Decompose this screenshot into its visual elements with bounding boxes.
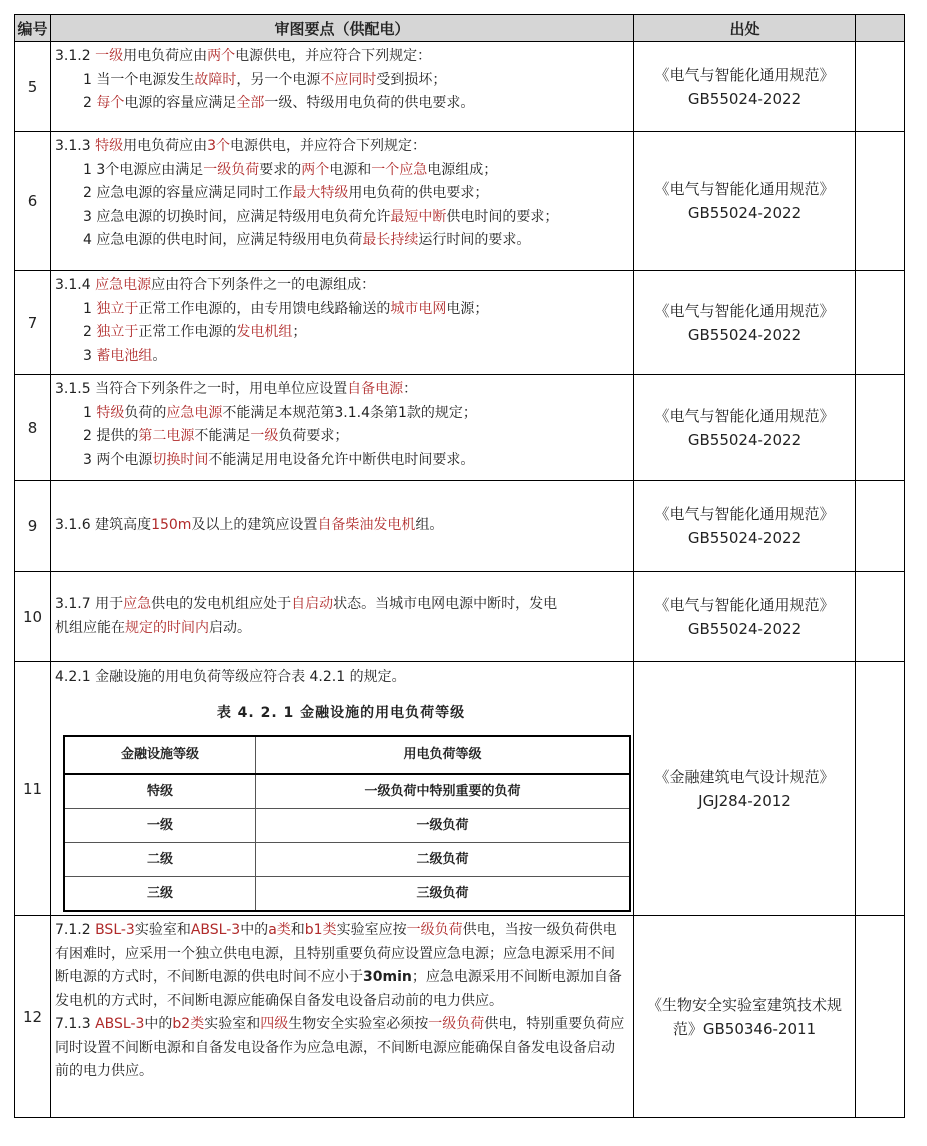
row-extra-cell	[856, 481, 905, 572]
highlighted-text: a类	[268, 922, 291, 938]
clause-item	[55, 229, 627, 253]
clause-text: ；	[292, 324, 307, 340]
row-content	[51, 916, 634, 1118]
highlighted-text: 一个应急	[371, 161, 428, 178]
clause-text: 中的	[240, 922, 269, 938]
row-number: 6	[15, 132, 51, 271]
clause-text: 一级、特级用电负荷的供电要求。	[264, 95, 475, 111]
row-extra-cell	[856, 271, 905, 375]
row-extra-cell	[856, 916, 905, 1118]
table-row	[15, 662, 905, 916]
row-content	[51, 375, 634, 481]
table-row	[15, 42, 905, 132]
highlighted-text: 每个	[96, 95, 125, 111]
clause-heading	[55, 514, 627, 538]
review-points-table	[14, 14, 905, 1118]
highlighted-text: 不应同时	[320, 71, 377, 88]
clause-item	[55, 182, 627, 206]
row-number: 12	[15, 916, 51, 1118]
inner-cell: 二级	[64, 843, 255, 877]
table-row	[15, 572, 905, 662]
clause-heading	[55, 593, 627, 617]
row-source	[634, 271, 856, 375]
header-extra	[856, 15, 905, 42]
source-title: 《电气与智能化通用规范》	[654, 595, 835, 614]
clause-heading	[55, 45, 627, 69]
clause-text: 生物安全实验室必须按	[288, 1016, 429, 1032]
highlighted-text: 3个	[207, 138, 230, 154]
clause-text: 供电的发电机组应处于	[151, 596, 292, 612]
inner-table-title: 表 4. 2. 1 金融设施的用电负荷等级	[216, 704, 466, 721]
inner-cell: 三级	[64, 877, 255, 912]
clause-text: 3.1.6 建筑高度	[55, 517, 152, 534]
clause-text: 电源供电，并应符合下列规定：	[230, 138, 426, 154]
source-code: GB55024-2022	[687, 529, 802, 547]
source-code: JGJ284-2012	[698, 791, 791, 810]
inner-cell: 二级负荷	[255, 843, 630, 877]
clause-text: 3	[83, 347, 97, 364]
clause-item	[55, 321, 627, 345]
clause-item	[55, 206, 627, 230]
row-number: 5	[15, 42, 51, 132]
clause-text: 7.1.3	[55, 1016, 96, 1032]
clause-text: 用电负荷的供电要求；	[348, 185, 489, 201]
source-code: GB55024-2022	[687, 325, 802, 344]
row-extra-cell	[856, 42, 905, 132]
row-source	[634, 662, 856, 916]
highlighted-text: 150m	[151, 517, 192, 534]
clause-text: 中的	[144, 1016, 173, 1032]
clause-text: 。	[152, 347, 167, 364]
clause-text: 供电时间的要求；	[446, 208, 559, 225]
row-number: 8	[15, 375, 51, 481]
highlighted-text: 最短中断	[390, 208, 447, 225]
clause-text: 不能满足	[194, 428, 251, 444]
header-points: 审图要点（供配电）	[51, 15, 634, 42]
clause-text: 3.1.3	[55, 138, 96, 154]
clause-heading	[55, 135, 627, 159]
clause-text: 2 应急电源的容量应满足同时工作	[83, 185, 293, 201]
inner-header-cell: 金融设施等级	[64, 736, 255, 774]
inner-cell: 一级负荷中特别重要的负荷	[255, 774, 630, 809]
highlighted-text: 全部	[236, 95, 265, 111]
clause-text: 负荷要求；	[278, 428, 349, 444]
row-number: 9	[15, 481, 51, 572]
clause-text: 1	[83, 404, 97, 421]
inner-cell: 一级负荷	[255, 809, 630, 843]
clause-text: 实验室和	[134, 922, 191, 938]
clause-text: 2	[83, 95, 97, 111]
clause-text: 30min	[363, 969, 412, 985]
clause-paragraph	[55, 1013, 627, 1084]
highlighted-text: 蓄电池组	[96, 347, 153, 364]
highlighted-text: b1类	[304, 922, 337, 938]
clause-item	[55, 425, 627, 449]
highlighted-text: 规定的时间内	[125, 619, 209, 636]
inner-table-row	[64, 809, 630, 843]
row-content	[51, 662, 634, 916]
highlighted-text: b2类	[172, 1016, 205, 1032]
clause-paragraph	[55, 919, 627, 1013]
row-content	[51, 572, 634, 662]
clause-text: 3.1.4	[55, 277, 96, 293]
highlighted-text: 应急电源	[166, 404, 223, 421]
row-extra-cell	[856, 572, 905, 662]
clause-intro: 4.2.1 金融设施的用电负荷等级应符合表 4.2.1 的规定。	[55, 669, 406, 685]
highlighted-text: 两个	[207, 48, 236, 64]
clause-item	[55, 92, 627, 116]
highlighted-text: 一级负荷	[406, 922, 463, 938]
clause-text: 组。	[415, 517, 444, 534]
clause-text: 2 提供的	[83, 428, 139, 444]
highlighted-text: ABSL-3	[95, 1016, 145, 1032]
row-number: 11	[15, 662, 51, 916]
clause-text: 用电负荷应由	[123, 138, 208, 154]
clause-text: 2	[83, 324, 97, 340]
table-header-row	[15, 15, 905, 42]
highlighted-text: 应急	[123, 596, 152, 612]
clause-text: 正常工作电源的，由专用馈电线路输送的	[138, 300, 391, 317]
highlighted-text: 一级	[95, 48, 124, 64]
highlighted-text: 最大特级	[292, 185, 349, 201]
clause-text: 不能满足用电设备允许中断供电时间要求。	[208, 451, 475, 468]
clause-text: 电源；	[446, 300, 489, 317]
table-row	[15, 916, 905, 1118]
clause-text: 3 应急电源的切换时间，应满足特级用电负荷允许	[83, 208, 391, 225]
highlighted-text: 独立于	[96, 324, 139, 340]
clause-text: 实验室和	[204, 1016, 261, 1032]
highlighted-text: 切换时间	[152, 451, 209, 468]
load-level-table	[63, 735, 631, 912]
row-source	[634, 42, 856, 132]
inner-cell: 一级	[64, 809, 255, 843]
source-title: 《生物安全实验室建筑技术规	[646, 995, 842, 1014]
clause-text: 负荷的	[124, 404, 167, 421]
clause-text: ，另一个电源	[236, 71, 321, 88]
highlighted-text: 特级	[95, 138, 124, 154]
highlighted-text: 第二电源	[138, 428, 195, 444]
inner-table-row	[64, 774, 630, 809]
highlighted-text: 独立于	[96, 300, 139, 317]
clause-text: 要求的	[259, 161, 302, 178]
row-source	[634, 572, 856, 662]
clause-text: 启动。	[209, 619, 251, 636]
row-number: 7	[15, 271, 51, 375]
source-title: 《金融建筑电气设计规范》	[654, 767, 835, 786]
row-extra-cell	[856, 662, 905, 916]
source-title: 《电气与智能化通用规范》	[654, 180, 835, 198]
clause-text: 1	[83, 300, 97, 317]
clause-text: 电源的容量应满足	[124, 95, 237, 111]
clause-text: 不能满足本规范第3.1.4条第1款的规定；	[222, 404, 477, 421]
inner-table-row	[64, 877, 630, 912]
inner-cell: 特级	[64, 774, 255, 809]
highlighted-text: 故障时	[194, 71, 237, 88]
highlighted-text: 特级	[96, 404, 125, 421]
row-extra-cell	[856, 375, 905, 481]
source-title: 《电气与智能化通用规范》	[654, 505, 835, 523]
clause-text: 供电，特别重要负荷应同时设置不间断电源和自备发电设备作为应急电源，不间断电源应能确保自备发电设备启动前的电力供应。	[55, 1016, 625, 1079]
source-code: GB55024-2022	[687, 204, 802, 222]
highlighted-text: 自启动	[291, 596, 334, 612]
table-row	[15, 375, 905, 481]
clause-item	[55, 402, 627, 426]
inner-table-header	[64, 736, 630, 774]
clause-text: 1 当一个电源发生	[83, 71, 195, 88]
clause-text: 及以上的建筑应设置	[191, 517, 318, 534]
clause-text: 用电负荷应由	[123, 48, 208, 64]
table-row	[15, 481, 905, 572]
highlighted-text: 两个	[301, 161, 330, 178]
row-source	[634, 916, 856, 1118]
highlighted-text: 一级负荷	[428, 1016, 485, 1032]
highlighted-text: BSL-3	[95, 922, 135, 938]
row-content	[51, 481, 634, 572]
clause-text: 1 3个电源应由满足	[83, 161, 204, 178]
inner-table-row	[64, 843, 630, 877]
table-row	[15, 132, 905, 271]
header-source: 出处	[634, 15, 856, 42]
clause-text: 3 两个电源	[83, 451, 153, 468]
source-code: GB55024-2022	[687, 430, 802, 449]
row-source	[634, 132, 856, 271]
clause-item	[55, 298, 627, 322]
clause-text: 电源供电，并应符合下列规定：	[235, 48, 432, 64]
clause-item	[55, 159, 627, 183]
clause-text: 电源组成；	[427, 161, 498, 178]
highlighted-text: 发电机组	[236, 324, 293, 340]
clause-text: 应由符合下列条件之一的电源组成：	[151, 277, 376, 293]
row-content	[51, 271, 634, 375]
clause-heading	[55, 274, 627, 298]
source-title: 《电气与智能化通用规范》	[654, 301, 835, 320]
table-row	[15, 271, 905, 375]
clause-text: 7.1.2	[55, 922, 96, 938]
highlighted-text: 一级	[250, 428, 279, 444]
highlighted-text: 应急电源	[95, 277, 152, 293]
row-content	[51, 132, 634, 271]
clause-text: 机组应能在	[55, 619, 125, 636]
clause-text: ：	[403, 381, 418, 397]
highlighted-text: 四级	[260, 1016, 289, 1032]
inner-cell: 三级负荷	[255, 877, 630, 912]
clause-text: 受到损坏；	[376, 71, 447, 88]
row-source	[634, 375, 856, 481]
clause-text: 3.1.2	[55, 48, 96, 64]
highlighted-text: 最长持续	[362, 232, 419, 248]
clause-item	[55, 69, 627, 93]
highlighted-text: 自备电源	[347, 381, 404, 397]
clause-text: 4 应急电源的供电时间，应满足特级用电负荷	[83, 232, 363, 248]
clause-text: 供电，当按一级负荷供电有困难时，应采用一个独立供电电源，且特别重要负荷应设置应急电源；应急电源采用不间断电源的方式时，不间断电源的供电时间不应小于	[55, 922, 617, 985]
row-source	[634, 481, 856, 572]
header-num: 编号	[15, 15, 51, 42]
source-code: 范》GB50346-2011	[672, 1019, 817, 1038]
highlighted-text: 城市电网	[390, 300, 447, 317]
clause-item	[55, 617, 627, 641]
clause-text: 电源和	[329, 161, 372, 178]
highlighted-text: ABSL-3	[190, 922, 241, 938]
inner-header-cell: 用电负荷等级	[255, 736, 630, 774]
clause-text: 和	[290, 922, 305, 938]
clause-text: 正常工作电源的	[138, 324, 237, 340]
clause-text: 状态。当城市电网电源中断时，发电	[333, 596, 558, 612]
highlighted-text: 自备柴油发电机	[317, 517, 416, 534]
source-code: GB55024-2022	[687, 619, 802, 638]
row-number: 10	[15, 572, 51, 662]
source-title: 《电气与智能化通用规范》	[654, 406, 835, 425]
clause-text: 运行时间的要求。	[418, 232, 531, 248]
row-extra-cell	[856, 132, 905, 271]
source-code: GB55024-2022	[687, 89, 802, 108]
clause-text: 3.1.5 当符合下列条件之一时，用电单位应设置	[55, 381, 348, 397]
row-content	[51, 42, 634, 132]
clause-text: ；应急电源采用不间断电源加自备发电机的方式时，不间断电源应能确保自备发电设备启动前的电力供应。	[55, 969, 622, 1009]
highlighted-text: 一级负荷	[203, 161, 260, 178]
clause-text: 实验室应按	[336, 922, 407, 938]
clause-text: 3.1.7 用于	[55, 596, 124, 612]
clause-heading	[55, 378, 627, 402]
source-title: 《电气与智能化通用规范》	[654, 65, 835, 84]
clause-item	[55, 345, 627, 369]
clause-item	[55, 449, 627, 473]
